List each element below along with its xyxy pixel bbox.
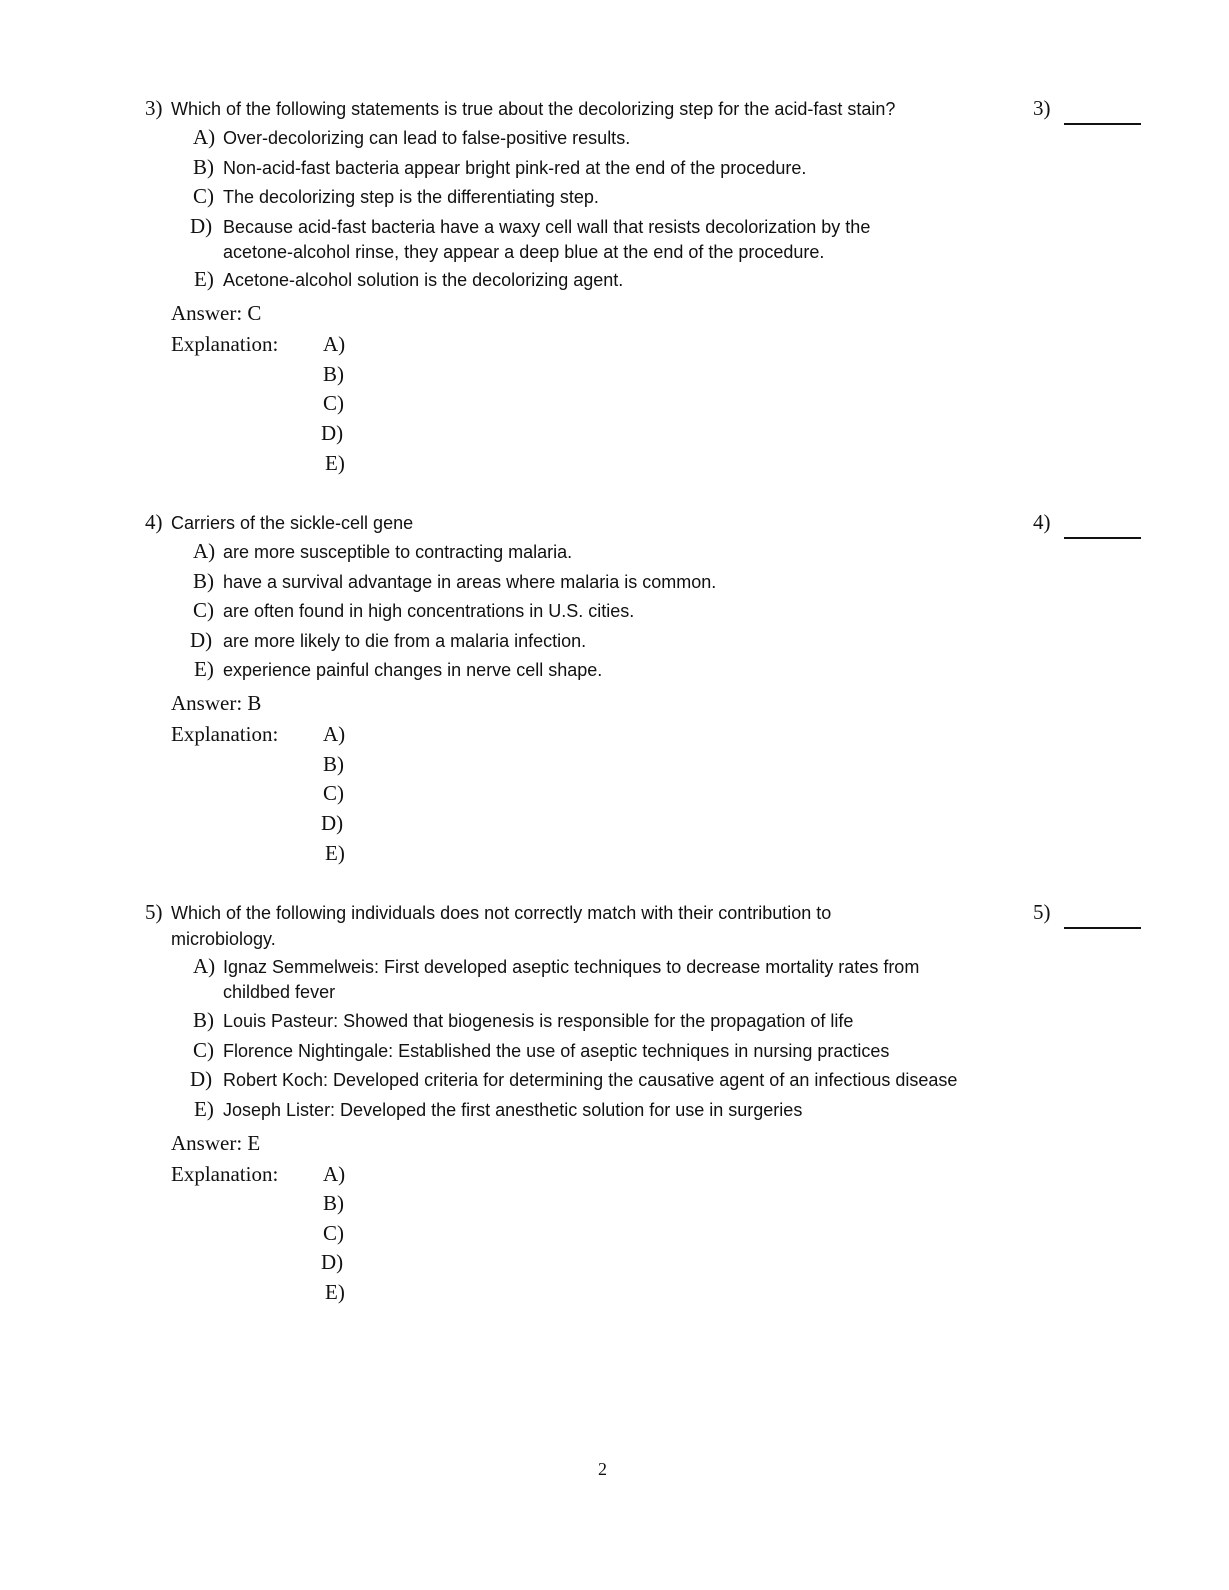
- question-stem: Which of the following individuals does not correctly match with their contribution to: [171, 903, 832, 923]
- option-letter: B): [193, 569, 214, 593]
- explanation-letter: E): [325, 1280, 345, 1304]
- explanation-letter: A): [323, 722, 346, 746]
- option-text: Florence Nightingale: Established the use of aseptic techniques in nursing practices: [223, 1041, 890, 1061]
- answer-blank-line[interactable]: [1064, 927, 1141, 929]
- option-text: Over-decolorizing can lead to false-positive results.: [223, 128, 631, 148]
- question-number: 3): [145, 96, 163, 120]
- option-letter: D): [190, 214, 213, 238]
- page-number: 2: [598, 1459, 607, 1479]
- answer-key: Answer: B: [171, 691, 262, 715]
- option-letter: D): [190, 1067, 213, 1091]
- answer-slot-number: 5): [1033, 900, 1051, 924]
- option-text: are more susceptible to contracting malaria.: [223, 542, 573, 562]
- question-number: 5): [145, 900, 163, 924]
- option-text: Ignaz Semmelweis: First developed aseptic techniques to decrease mortality rates from: [223, 957, 920, 977]
- explanation-letter: A): [323, 1162, 346, 1186]
- option-text: Acetone-alcohol solution is the decolorizing agent.: [223, 270, 624, 290]
- option-letter: E): [194, 1097, 214, 1121]
- question-stem: Carriers of the sickle-cell gene: [171, 513, 414, 533]
- option-letter: E): [194, 657, 214, 681]
- option-text: are more likely to die from a malaria infection.: [223, 631, 587, 651]
- option-text: Joseph Lister: Developed the first anesthetic solution for use in surgeries: [223, 1100, 803, 1120]
- option-text: The decolorizing step is the differentiating step.: [223, 187, 599, 207]
- option-letter: C): [193, 598, 214, 622]
- option-text: Louis Pasteur: Showed that biogenesis is responsible for the propagation of life: [223, 1011, 854, 1031]
- answer-key: Answer: C: [171, 301, 262, 325]
- question-number: 4): [145, 510, 163, 534]
- option-letter: B): [193, 155, 214, 179]
- explanation-letter: E): [325, 841, 345, 865]
- option-text: Non-acid-fast bacteria appear bright pink-red at the end of the procedure.: [223, 158, 807, 178]
- answer-blank-line[interactable]: [1064, 537, 1141, 539]
- question-stem-continued: microbiology.: [171, 929, 276, 949]
- option-text: Robert Koch: Developed criteria for determining the causative agent of an infectious disease: [223, 1070, 958, 1090]
- explanation-label: Explanation:: [171, 1162, 279, 1186]
- option-text: have a survival advantage in areas where malaria is common.: [223, 572, 717, 592]
- explanation-letter: C): [323, 781, 344, 805]
- explanation-letter: B): [323, 1191, 344, 1215]
- answer-slot-number: 3): [1033, 96, 1051, 120]
- explanation-label: Explanation:: [171, 332, 279, 356]
- explanation-letter: D): [321, 811, 344, 835]
- option-letter: A): [193, 125, 216, 149]
- question-stem: Which of the following statements is true about the decolorizing step for the acid-fast stain?: [171, 99, 896, 119]
- answer-blank-line[interactable]: [1064, 123, 1141, 125]
- option-letter: B): [193, 1008, 214, 1032]
- answer-slot-number: 4): [1033, 510, 1051, 534]
- explanation-letter: D): [321, 1250, 344, 1274]
- explanation-letter: C): [323, 391, 344, 415]
- option-letter: A): [193, 539, 216, 563]
- option-text: Because acid-fast bacteria have a waxy cell wall that resists decolorization by the: [223, 217, 871, 237]
- explanation-letter: C): [323, 1221, 344, 1245]
- explanation-letter: A): [323, 332, 346, 356]
- option-letter: E): [194, 267, 214, 291]
- option-letter: A): [193, 954, 216, 978]
- answer-key: Answer: E: [171, 1131, 261, 1155]
- option-letter: D): [190, 628, 213, 652]
- explanation-letter: D): [321, 421, 344, 445]
- explanation-label: Explanation:: [171, 722, 279, 746]
- option-text: are often found in high concentrations in U.S. cities.: [223, 601, 635, 621]
- explanation-letter: B): [323, 362, 344, 386]
- explanation-letter: E): [325, 451, 345, 475]
- option-text-continued: childbed fever: [223, 982, 336, 1002]
- option-letter: C): [193, 184, 214, 208]
- option-letter: C): [193, 1038, 214, 1062]
- option-text: experience painful changes in nerve cell shape.: [223, 660, 603, 680]
- explanation-letter: B): [323, 752, 344, 776]
- option-text-continued: acetone-alcohol rinse, they appear a deep blue at the end of the procedure.: [223, 242, 825, 262]
